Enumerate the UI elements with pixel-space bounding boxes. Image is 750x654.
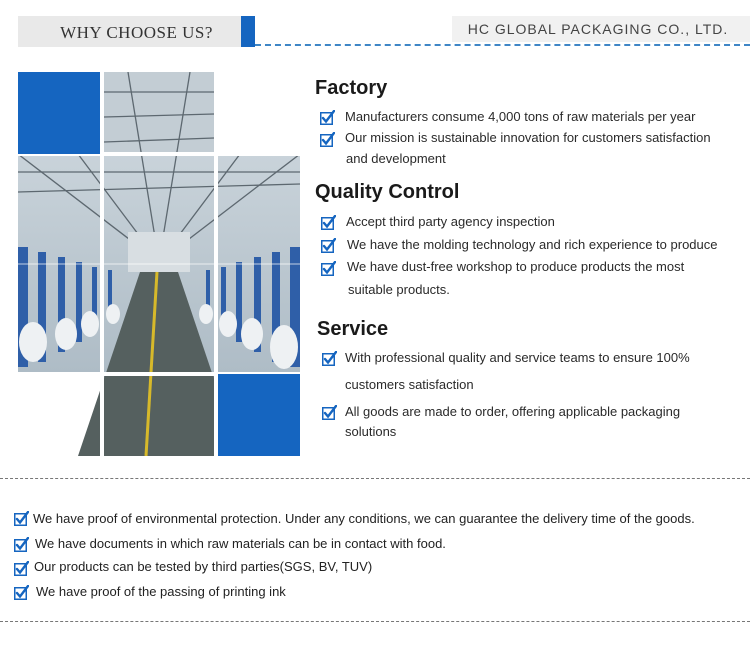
section-title-factory: Factory bbox=[315, 77, 388, 99]
blue-tile-bottom-right bbox=[218, 374, 300, 456]
quality-item: We have dust-free workshop to produce products the most bbox=[347, 259, 685, 274]
service-item-continued: customers satisfaction bbox=[345, 377, 474, 392]
quality-item: Accept third party agency inspection bbox=[346, 214, 555, 229]
bottom-item: Our products can be tested by third parties(SGS, BV, TUV) bbox=[34, 559, 373, 574]
checkbox-check-icon bbox=[322, 405, 337, 420]
factory-item: Our mission is sustainable innovation for customers satisfaction bbox=[345, 130, 711, 145]
checkbox-check-icon bbox=[14, 511, 29, 526]
bottom-item: We have proof of the passing of printing ink bbox=[36, 584, 286, 599]
bottom-item: We have proof of environmental protection. Under any conditions, we can guarantee the delivery time of the goods. bbox=[33, 511, 695, 526]
bottom-item: We have documents in which raw materials can be in contact with food. bbox=[35, 536, 446, 551]
checkbox-check-icon bbox=[14, 585, 29, 600]
checkbox-check-icon bbox=[14, 561, 29, 576]
quality-item: We have the molding technology and rich experience to produce bbox=[347, 237, 718, 252]
header-accent-bar bbox=[241, 16, 255, 47]
company-name-box bbox=[452, 16, 750, 42]
checkbox-check-icon bbox=[321, 238, 336, 253]
dashed-divider-top bbox=[0, 478, 750, 479]
factory-item-continued: and development bbox=[346, 151, 446, 166]
section-title-service: Service bbox=[317, 318, 389, 340]
checkbox-check-icon bbox=[320, 132, 335, 147]
white-tile-top-right bbox=[218, 72, 300, 154]
factory-image-mosaic bbox=[18, 72, 300, 456]
checkbox-check-icon bbox=[320, 110, 335, 125]
quality-item-continued: suitable products. bbox=[348, 282, 450, 297]
service-item: All goods are made to order, offering applicable packaging bbox=[345, 404, 681, 419]
service-item-continued: solutions bbox=[345, 424, 397, 439]
section-title-quality-control: Quality Control bbox=[315, 181, 460, 203]
factory-item: Manufacturers consume 4,000 tons of raw materials per year bbox=[345, 109, 696, 124]
checkbox-check-icon bbox=[322, 351, 337, 366]
checkbox-check-icon bbox=[321, 261, 336, 276]
blue-tile-top-left bbox=[18, 72, 100, 154]
checkbox-check-icon bbox=[321, 215, 336, 230]
checkbox-check-icon bbox=[14, 537, 29, 552]
company-name: HC GLOBAL PACKAGING CO., LTD. bbox=[467, 21, 729, 37]
service-item: With professional quality and service teams to ensure 100% bbox=[345, 350, 690, 365]
header-title-box bbox=[18, 16, 255, 47]
page-title: WHY CHOOSE US? bbox=[60, 23, 213, 42]
dashed-divider-bottom bbox=[0, 621, 750, 622]
header-dashed-divider bbox=[255, 44, 750, 46]
